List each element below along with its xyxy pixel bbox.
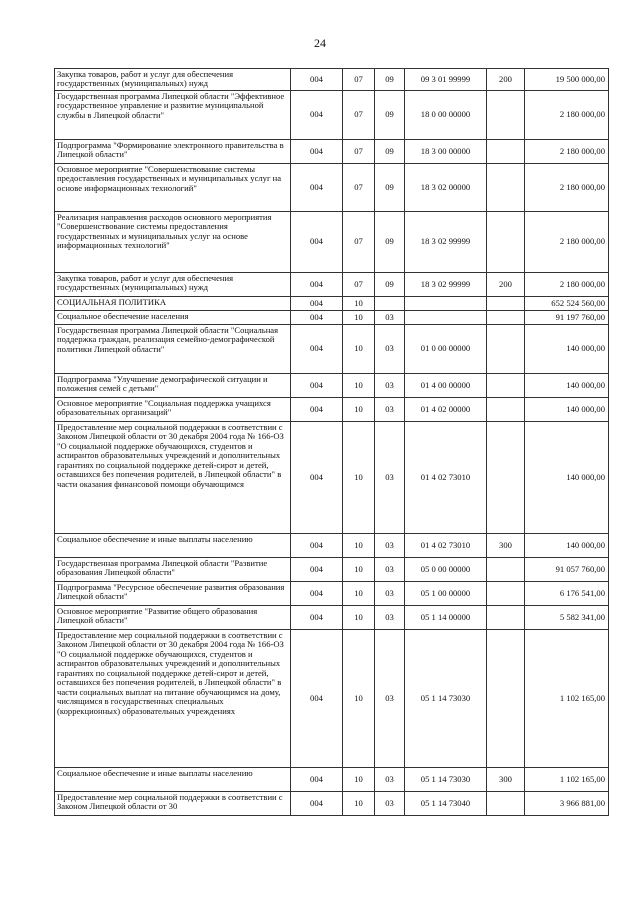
table-row (55, 558, 609, 582)
row-section-code: 07 (343, 140, 375, 164)
row-ved-code: 004 (291, 140, 343, 164)
row-name: Подпрограмма "Ресурсное обеспечение развития образования Липецкой области" (55, 582, 291, 606)
row-name: Предоставление мер социальной поддержки в соответствии с Законом Липецкой области от 30 декабря 2004 года № 166-ОЗ "О социальной поддержке обучающихся, студентов и аспирантов образовательных учреждений и дополнительных гарантиях по социальной поддержке детей-сирот и детей, оставшихся без попечения родителей, в Липецкой области" в части социальных выплат на питание обучающимся на дому, числящимся в государственных специальных (коррекционных) образовательных учреждениях (55, 630, 291, 768)
row-expense-type-code (487, 140, 525, 164)
row-section-code: 07 (343, 212, 375, 273)
row-ved-code: 004 (291, 69, 343, 91)
row-target-article-code: 01 4 00 00000 (405, 374, 487, 398)
row-amount: 140 000,00 (525, 422, 609, 534)
row-section-code: 10 (343, 374, 375, 398)
row-amount: 140 000,00 (525, 534, 609, 558)
page-number: 24 (314, 36, 326, 50)
row-subsection-code: 03 (375, 606, 405, 630)
table-row (55, 398, 609, 422)
table-row (55, 582, 609, 606)
row-name: Социальное обеспечение населения (55, 311, 291, 325)
row-expense-type-code (487, 325, 525, 374)
row-amount: 140 000,00 (525, 374, 609, 398)
row-target-article-code: 18 3 00 00000 (405, 140, 487, 164)
row-section-code: 07 (343, 69, 375, 91)
row-section-code: 07 (343, 164, 375, 212)
row-subsection-code: 09 (375, 273, 405, 297)
row-ved-code: 004 (291, 374, 343, 398)
row-target-article-code: 01 4 02 73010 (405, 422, 487, 534)
row-target-article-code: 01 4 02 00000 (405, 398, 487, 422)
row-ved-code: 004 (291, 422, 343, 534)
row-amount: 91 197 760,00 (525, 311, 609, 325)
row-expense-type-code (487, 582, 525, 606)
row-name: Социальное обеспечение и иные выплаты населению (55, 534, 291, 558)
row-subsection-code: 09 (375, 69, 405, 91)
row-section-code: 10 (343, 398, 375, 422)
row-section-code: 10 (343, 558, 375, 582)
row-subsection-code: 09 (375, 212, 405, 273)
row-subsection-code: 03 (375, 792, 405, 816)
row-target-article-code: 05 1 14 73040 (405, 792, 487, 816)
table-row (55, 768, 609, 792)
row-ved-code: 004 (291, 297, 343, 311)
row-subsection-code: 03 (375, 422, 405, 534)
table-row (55, 273, 609, 297)
row-subsection-code: 03 (375, 582, 405, 606)
row-amount: 5 582 341,00 (525, 606, 609, 630)
row-ved-code: 004 (291, 606, 343, 630)
row-amount: 91 057 760,00 (525, 558, 609, 582)
row-subsection-code: 03 (375, 325, 405, 374)
row-subsection-code: 03 (375, 768, 405, 792)
row-name: Подпрограмма "Улучшение демографической ситуации и положения семей с детьми" (55, 374, 291, 398)
row-target-article-code (405, 311, 487, 325)
row-name: Предоставление мер социальной поддержки в соответствии с Законом Липецкой области от 30 декабря 2004 года № 166-ОЗ "О социальной поддержке обучающихся, студентов и аспирантов образовательных учреждений и дополнительных гарантиях по социальной поддержке детей-сирот и детей, оставшихся без попечения родителей, в Липецкой области" в части оказания финансовой помощи обучающимся (55, 422, 291, 534)
row-subsection-code: 03 (375, 374, 405, 398)
row-amount: 2 180 000,00 (525, 91, 609, 140)
table-row (55, 534, 609, 558)
table-row (55, 325, 609, 374)
row-amount: 2 180 000,00 (525, 273, 609, 297)
budget-table-body (55, 69, 609, 816)
row-amount: 2 180 000,00 (525, 140, 609, 164)
row-section-code: 10 (343, 422, 375, 534)
row-subsection-code: 03 (375, 534, 405, 558)
row-target-article-code: 18 3 02 99999 (405, 212, 487, 273)
row-expense-type-code (487, 422, 525, 534)
row-ved-code: 004 (291, 398, 343, 422)
row-name: Государственная программа Липецкой области "Развитие образования Липецкой области" (55, 558, 291, 582)
row-ved-code: 004 (291, 164, 343, 212)
table-row (55, 297, 609, 311)
row-target-article-code: 05 1 14 00000 (405, 606, 487, 630)
row-expense-type-code (487, 311, 525, 325)
row-amount: 1 102 165,00 (525, 768, 609, 792)
row-target-article-code: 18 3 02 00000 (405, 164, 487, 212)
row-section-code: 10 (343, 534, 375, 558)
row-ved-code: 004 (291, 91, 343, 140)
row-amount: 3 966 881,00 (525, 792, 609, 816)
row-expense-type-code: 200 (487, 273, 525, 297)
row-section-code: 07 (343, 273, 375, 297)
row-name: Основное мероприятие "Социальная поддержка учащихся образовательных организаций" (55, 398, 291, 422)
row-ved-code: 004 (291, 792, 343, 816)
table-row (55, 630, 609, 768)
table-row (55, 374, 609, 398)
row-target-article-code: 01 4 02 73010 (405, 534, 487, 558)
row-ved-code: 004 (291, 212, 343, 273)
row-amount: 140 000,00 (525, 398, 609, 422)
row-name: СОЦИАЛЬНАЯ ПОЛИТИКА (55, 297, 291, 311)
row-ved-code: 004 (291, 311, 343, 325)
row-expense-type-code (487, 398, 525, 422)
row-expense-type-code: 200 (487, 69, 525, 91)
row-expense-type-code: 300 (487, 768, 525, 792)
row-name: Государственная программа Липецкой области "Эффективное государственное управление и развитие муниципальной службы в Липецкой области" (55, 91, 291, 140)
row-expense-type-code: 300 (487, 534, 525, 558)
row-subsection-code: 03 (375, 398, 405, 422)
row-expense-type-code (487, 792, 525, 816)
row-subsection-code (375, 297, 405, 311)
row-section-code: 10 (343, 792, 375, 816)
row-name: Реализация направления расходов основного мероприятия "Совершенствование системы предоставления государственных и муниципальных услуг на основе информационных технологий" (55, 212, 291, 273)
row-subsection-code: 09 (375, 164, 405, 212)
row-section-code: 10 (343, 582, 375, 606)
row-name: Закупка товаров, работ и услуг для обеспечения государственных (муниципальных) нужд (55, 273, 291, 297)
row-section-code: 10 (343, 325, 375, 374)
row-name: Государственная программа Липецкой области "Социальная поддержка граждан, реализация семейно-демографической политики Липецкой области" (55, 325, 291, 374)
row-expense-type-code (487, 374, 525, 398)
row-name: Социальное обеспечение и иные выплаты населению (55, 768, 291, 792)
row-subsection-code: 03 (375, 630, 405, 768)
row-section-code: 10 (343, 297, 375, 311)
row-name: Подпрограмма "Формирование электронного правительства в Липецкой области" (55, 140, 291, 164)
row-expense-type-code (487, 212, 525, 273)
row-name: Основное мероприятие "Развитие общего образования Липецкой области" (55, 606, 291, 630)
row-expense-type-code (487, 630, 525, 768)
row-target-article-code: 18 3 02 99999 (405, 273, 487, 297)
table-row (55, 606, 609, 630)
row-amount: 652 524 560,00 (525, 297, 609, 311)
row-target-article-code: 05 1 00 00000 (405, 582, 487, 606)
table-row (55, 422, 609, 534)
row-ved-code: 004 (291, 582, 343, 606)
row-target-article-code: 18 0 00 00000 (405, 91, 487, 140)
row-expense-type-code (487, 297, 525, 311)
row-section-code: 10 (343, 630, 375, 768)
row-target-article-code: 05 0 00 00000 (405, 558, 487, 582)
row-subsection-code: 09 (375, 140, 405, 164)
row-ved-code: 004 (291, 534, 343, 558)
row-ved-code: 004 (291, 273, 343, 297)
row-name: Закупка товаров, работ и услуг для обеспечения государственных (муниципальных) нужд (55, 69, 291, 91)
row-expense-type-code (487, 164, 525, 212)
row-section-code: 10 (343, 768, 375, 792)
row-target-article-code: 05 1 14 73030 (405, 768, 487, 792)
row-ved-code: 004 (291, 630, 343, 768)
row-amount: 19 500 000,00 (525, 69, 609, 91)
row-amount: 6 176 541,00 (525, 582, 609, 606)
row-ved-code: 004 (291, 768, 343, 792)
row-expense-type-code (487, 91, 525, 140)
row-section-code: 10 (343, 606, 375, 630)
row-section-code: 07 (343, 91, 375, 140)
row-target-article-code: 05 1 14 73030 (405, 630, 487, 768)
row-subsection-code: 03 (375, 311, 405, 325)
table-row (55, 792, 609, 816)
row-target-article-code: 01 0 00 00000 (405, 325, 487, 374)
row-name: Предоставление мер социальной поддержки в соответствии с Законом Липецкой области от 30 (55, 792, 291, 816)
table-row (55, 212, 609, 273)
row-name: Основное мероприятие "Совершенствование системы предоставления государственных и муниципальных услуг на основе информационных технологий" (55, 164, 291, 212)
row-subsection-code: 03 (375, 558, 405, 582)
table-row (55, 140, 609, 164)
table-row (55, 69, 609, 91)
row-amount: 2 180 000,00 (525, 164, 609, 212)
row-section-code: 10 (343, 311, 375, 325)
row-ved-code: 004 (291, 558, 343, 582)
row-ved-code: 004 (291, 325, 343, 374)
row-amount: 1 102 165,00 (525, 630, 609, 768)
table-row (55, 164, 609, 212)
row-subsection-code: 09 (375, 91, 405, 140)
row-target-article-code (405, 297, 487, 311)
row-expense-type-code (487, 558, 525, 582)
row-amount: 140 000,00 (525, 325, 609, 374)
table-row (55, 311, 609, 325)
row-target-article-code: 09 3 01 99999 (405, 69, 487, 91)
row-amount: 2 180 000,00 (525, 212, 609, 273)
budget-table (54, 68, 609, 816)
table-row (55, 91, 609, 140)
row-expense-type-code (487, 606, 525, 630)
